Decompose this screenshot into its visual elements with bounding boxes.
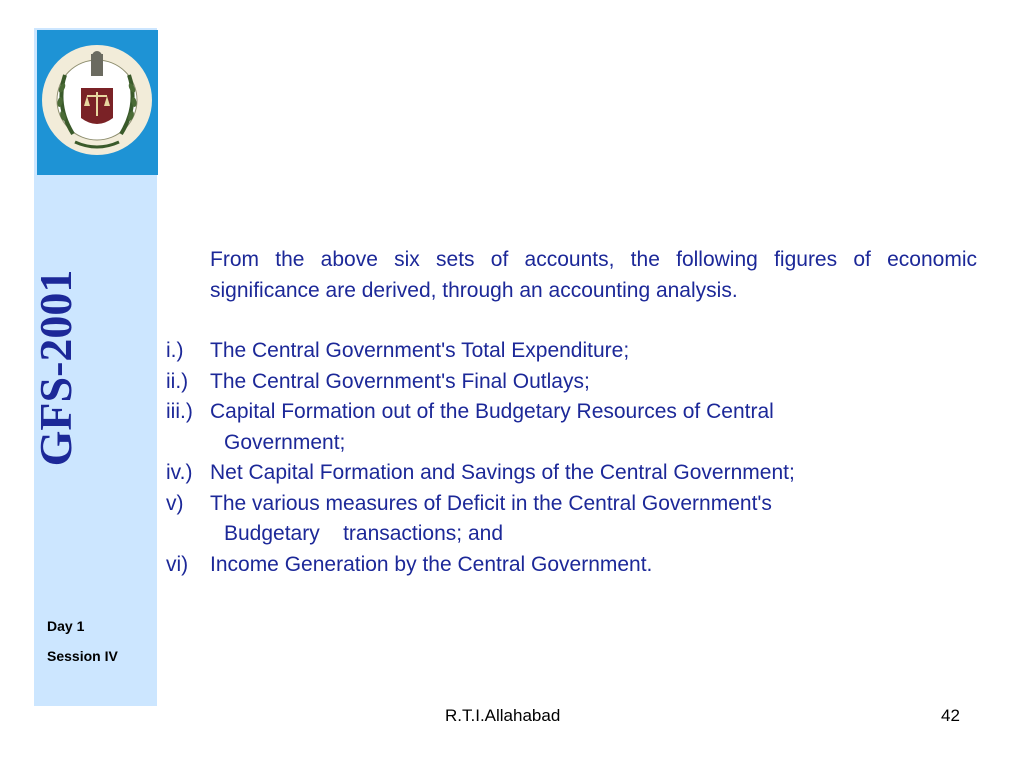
list-number: i.) <box>166 339 184 362</box>
slide-content <box>166 245 977 580</box>
list-number: iv.) <box>166 461 193 484</box>
list-item <box>166 458 977 489</box>
emblem-seal-icon <box>37 30 158 175</box>
list-text: The various measures of Deficit in the Central Government's <box>210 491 772 515</box>
list-text: Income Generation by the Central Government. <box>210 552 653 576</box>
vertical-title: GFS-2001 <box>30 269 81 467</box>
list-item <box>166 550 977 581</box>
footer-institute: R.T.I.Allahabad <box>445 706 561 725</box>
list-text: Capital Formation out of the Budgetary Resources of Central <box>210 400 774 423</box>
list-text-continued: Budgetary transactions; and <box>224 522 503 545</box>
list-number: iii.) <box>166 400 193 423</box>
list-number: vi) <box>166 552 189 576</box>
list-text-continued: Government; <box>224 430 346 454</box>
intro-paragraph: From the above six sets of accounts, the following figures of economic significance are derived, through an accounting analysis. <box>210 248 977 302</box>
list-item <box>166 489 977 550</box>
session-label: Session IV <box>47 648 118 664</box>
list-item <box>166 397 977 458</box>
day-label: Day 1 <box>47 618 85 634</box>
points-list <box>166 336 977 580</box>
list-item <box>166 336 977 367</box>
list-text: The Central Government's Total Expenditure; <box>210 339 630 362</box>
list-text: The Central Government's Final Outlays; <box>210 369 590 393</box>
list-text: Net Capital Formation and Savings of the Central Government; <box>210 461 795 484</box>
page-number: 42 <box>941 706 960 725</box>
list-item <box>166 367 977 398</box>
list-number: v) <box>166 491 184 515</box>
list-number: ii.) <box>166 369 189 393</box>
